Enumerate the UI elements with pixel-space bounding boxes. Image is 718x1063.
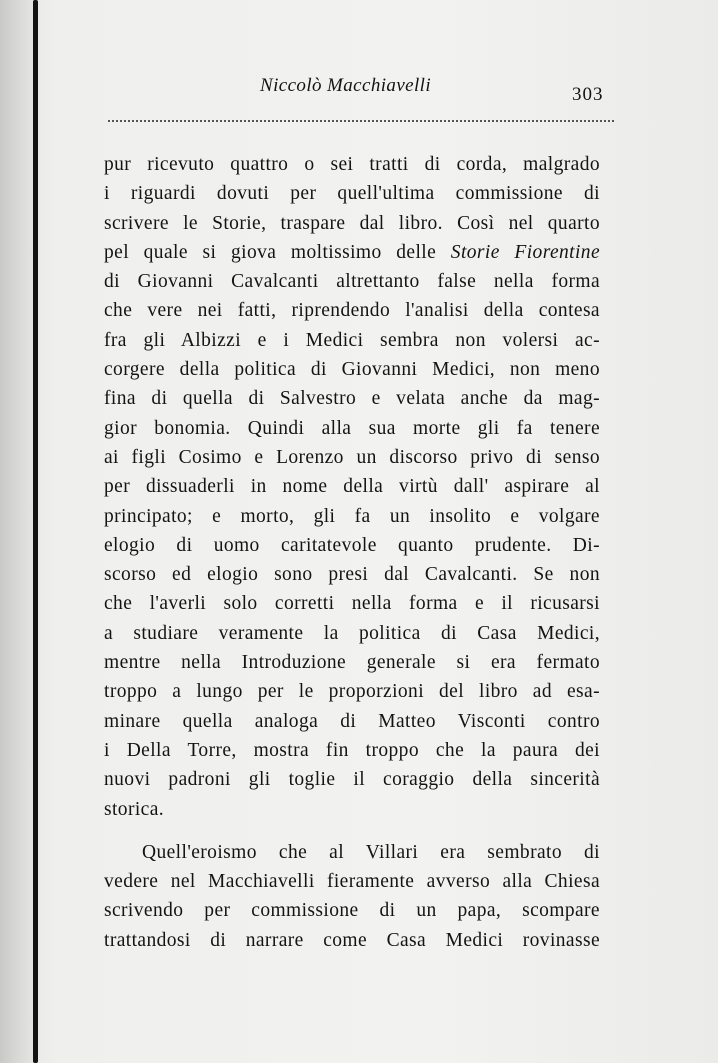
text-line: a studiare veramente la politica di Casa Medici, — [104, 622, 600, 644]
text-line: scrivere le Storie, traspare dal libro. Così nel quarto — [104, 212, 600, 234]
text-line: fina di quella di Salvestro e velata anche da mag- — [104, 388, 600, 410]
body-text — [104, 150, 600, 955]
text-line: per dissuaderli in nome della virtù dall' aspirare al — [104, 476, 600, 498]
text-line: i riguardi dovuti per quell'ultima commissione di — [104, 183, 600, 205]
text-line: che vere nei fatti, riprendendo l'analisi della contesa — [104, 300, 600, 322]
text-line: corgere della politica di Giovanni Medici, non meno — [104, 359, 600, 381]
text-line: scorso ed elogio sono presi dal Cavalcanti. Se non — [104, 564, 600, 586]
binding-edge — [33, 0, 38, 1063]
header-rule — [108, 120, 614, 122]
page-number: 303 — [572, 84, 604, 105]
text-line: i Della Torre, mostra fin troppo che la paura dei — [104, 739, 600, 761]
text-line: che l'averli solo corretti nella forma e il ricusarsi — [104, 593, 600, 615]
italic-title-storie-fiorentine: Storie Fiorentine — [450, 241, 601, 263]
text-line: elogio di uomo caritatevole quanto prudente. Di- — [104, 534, 600, 556]
text-line: mentre nella Introduzione generale si era fermato — [104, 652, 600, 674]
text-line: minare quella analoga di Matteo Visconti contro — [104, 710, 600, 732]
text-line: gior bonomia. Quindi alla sua morte gli fa tenere — [104, 417, 600, 439]
paragraph-2 — [104, 838, 600, 955]
text-line: principato; e morto, gli fa un insolito e volgare — [104, 505, 600, 527]
text-line: pur ricevuto quattro o sei tratti di corda, malgrado — [104, 154, 600, 175]
text-line: nuovi padroni gli toglie il coraggio della sincerità — [104, 769, 600, 791]
paragraph-1 — [104, 150, 600, 824]
text-line: Quell'eroismo che al Villari era sembrato di — [142, 841, 600, 863]
text-line: ai figli Cosimo e Lorenzo un discorso privo di senso — [104, 446, 600, 468]
text-line: fra gli Albizzi e i Medici sembra non volersi ac- — [104, 329, 600, 351]
text-line: vedere nel Macchiavelli fieramente avverso alla Chiesa — [104, 871, 600, 893]
text-line: scrivendo per commissione di un papa, scompare — [104, 900, 600, 922]
text-line: di Giovanni Cavalcanti altrettanto false nella forma — [104, 271, 600, 293]
text-line: trattandosi di narrare come Casa Medici rovinasse — [104, 929, 600, 951]
text-line: storica. — [104, 798, 165, 820]
text-line: troppo a lungo per le proporzioni del libro ad esa- — [104, 681, 600, 703]
running-title: Niccolò Macchiavelli — [260, 75, 432, 96]
text-line-with-italic — [104, 238, 600, 267]
text-run: pel quale si giova moltissimo delle — [104, 241, 451, 263]
